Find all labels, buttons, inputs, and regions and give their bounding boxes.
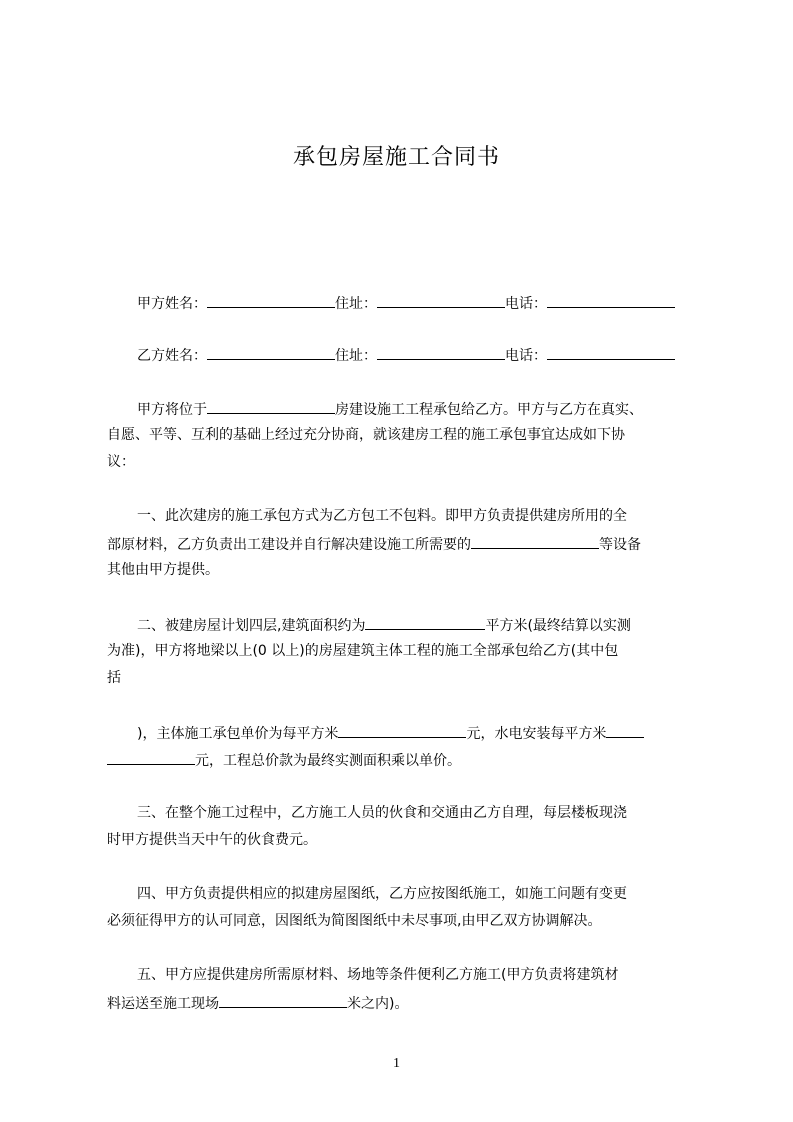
clause-text: )，主体施工承包单价为每平方米 (137, 726, 339, 742)
clause-text: 部原材料，乙方负责出工建设并自行解决建设施工所需要的 (107, 537, 471, 553)
document-title: 承包房屋施工合同书 (292, 145, 500, 170)
clause-3-line-1: 三、在整个施工过程中，乙方施工人员的伙食和交通由乙方自理，每层楼板现浇 (137, 805, 627, 821)
clause-2-line-3: 括 (107, 670, 121, 686)
party-b-info-row (137, 344, 675, 366)
page-number: 1 (393, 1056, 400, 1071)
clause-text: 元，水电安装每平方米 (466, 726, 607, 742)
party-a-address-blank (377, 292, 505, 308)
clause-1-line-1: 一、此次建房的施工承包方式为乙方包工不包料。即甲方负责提供建房所用的全 (137, 508, 627, 524)
party-b-phone-blank (547, 344, 675, 360)
unit-price-blank (338, 722, 466, 738)
party-a-phone-label: 电话： (505, 296, 547, 312)
clause-1-line-2 (107, 533, 641, 555)
clause-4-line-2: 必须征得甲方的认可同意，因图纸为简图图纸中未尽事项,由甲乙双方协调解决。 (107, 913, 602, 929)
clause-5-line-1: 五、甲方应提供建房所需原材料、场地等条件便利乙方施工(甲方负责将建筑材 (137, 967, 619, 983)
clause-1-line-3: 其他由甲方提供。 (107, 562, 219, 578)
intro-line-1 (137, 398, 643, 420)
clause-text: 二、被建房屋计划四层,建筑面积约为 (137, 618, 366, 634)
clause-text: 料运送至施工现场 (107, 996, 219, 1012)
intro-line-2: 自愿、平等、互利的基础上经过充分协商，就该建房工程的施工承包事宜达成如下协 (107, 427, 625, 443)
clause-text: 等设备 (599, 537, 641, 553)
equipment-blank (471, 533, 599, 549)
clause-text: 米之内)。 (347, 996, 409, 1012)
clause-2-line-5 (107, 749, 461, 771)
area-blank (365, 614, 485, 630)
party-b-phone-label: 电话： (505, 348, 547, 364)
intro-line-3: 议： (107, 454, 135, 470)
clause-text: 元，工程总价款为最终实测面积乘以单价。 (195, 753, 461, 769)
clause-2-line-1 (137, 614, 631, 636)
clause-2-line-4 (137, 722, 644, 744)
party-b-name-blank (207, 344, 335, 360)
party-a-info-row (137, 292, 675, 314)
intro-text: 甲方将位于 (137, 402, 207, 418)
distance-blank (219, 992, 347, 1008)
clause-text: 平方米(最终结算以实测 (485, 618, 631, 634)
electrical-price-blank (606, 722, 644, 738)
intro-text: 房建设施工工程承包给乙方。甲方与乙方在真实、 (335, 402, 643, 418)
electrical-price-blank-cont (107, 749, 195, 765)
party-b-name-label: 乙方姓名： (137, 348, 207, 364)
party-a-name-label: 甲方姓名： (137, 296, 207, 312)
party-a-phone-blank (547, 292, 675, 308)
party-a-address-label: 住址： (335, 296, 377, 312)
clause-3-line-2: 时甲方提供当天中午的伙食费元。 (107, 832, 317, 848)
party-b-address-label: 住址： (335, 348, 377, 364)
party-a-name-blank (207, 292, 335, 308)
location-blank (207, 398, 335, 414)
party-b-address-blank (377, 344, 505, 360)
clause-2-line-2: 为准)，甲方将地梁以上(0 以上)的房屋建筑主体工程的施工全部承包给乙方(其中包 (107, 643, 619, 659)
clause-5-line-2 (107, 992, 408, 1014)
clause-4-line-1: 四、甲方负责提供相应的拟建房屋图纸，乙方应按图纸施工，如施工问题有变更 (137, 886, 627, 902)
